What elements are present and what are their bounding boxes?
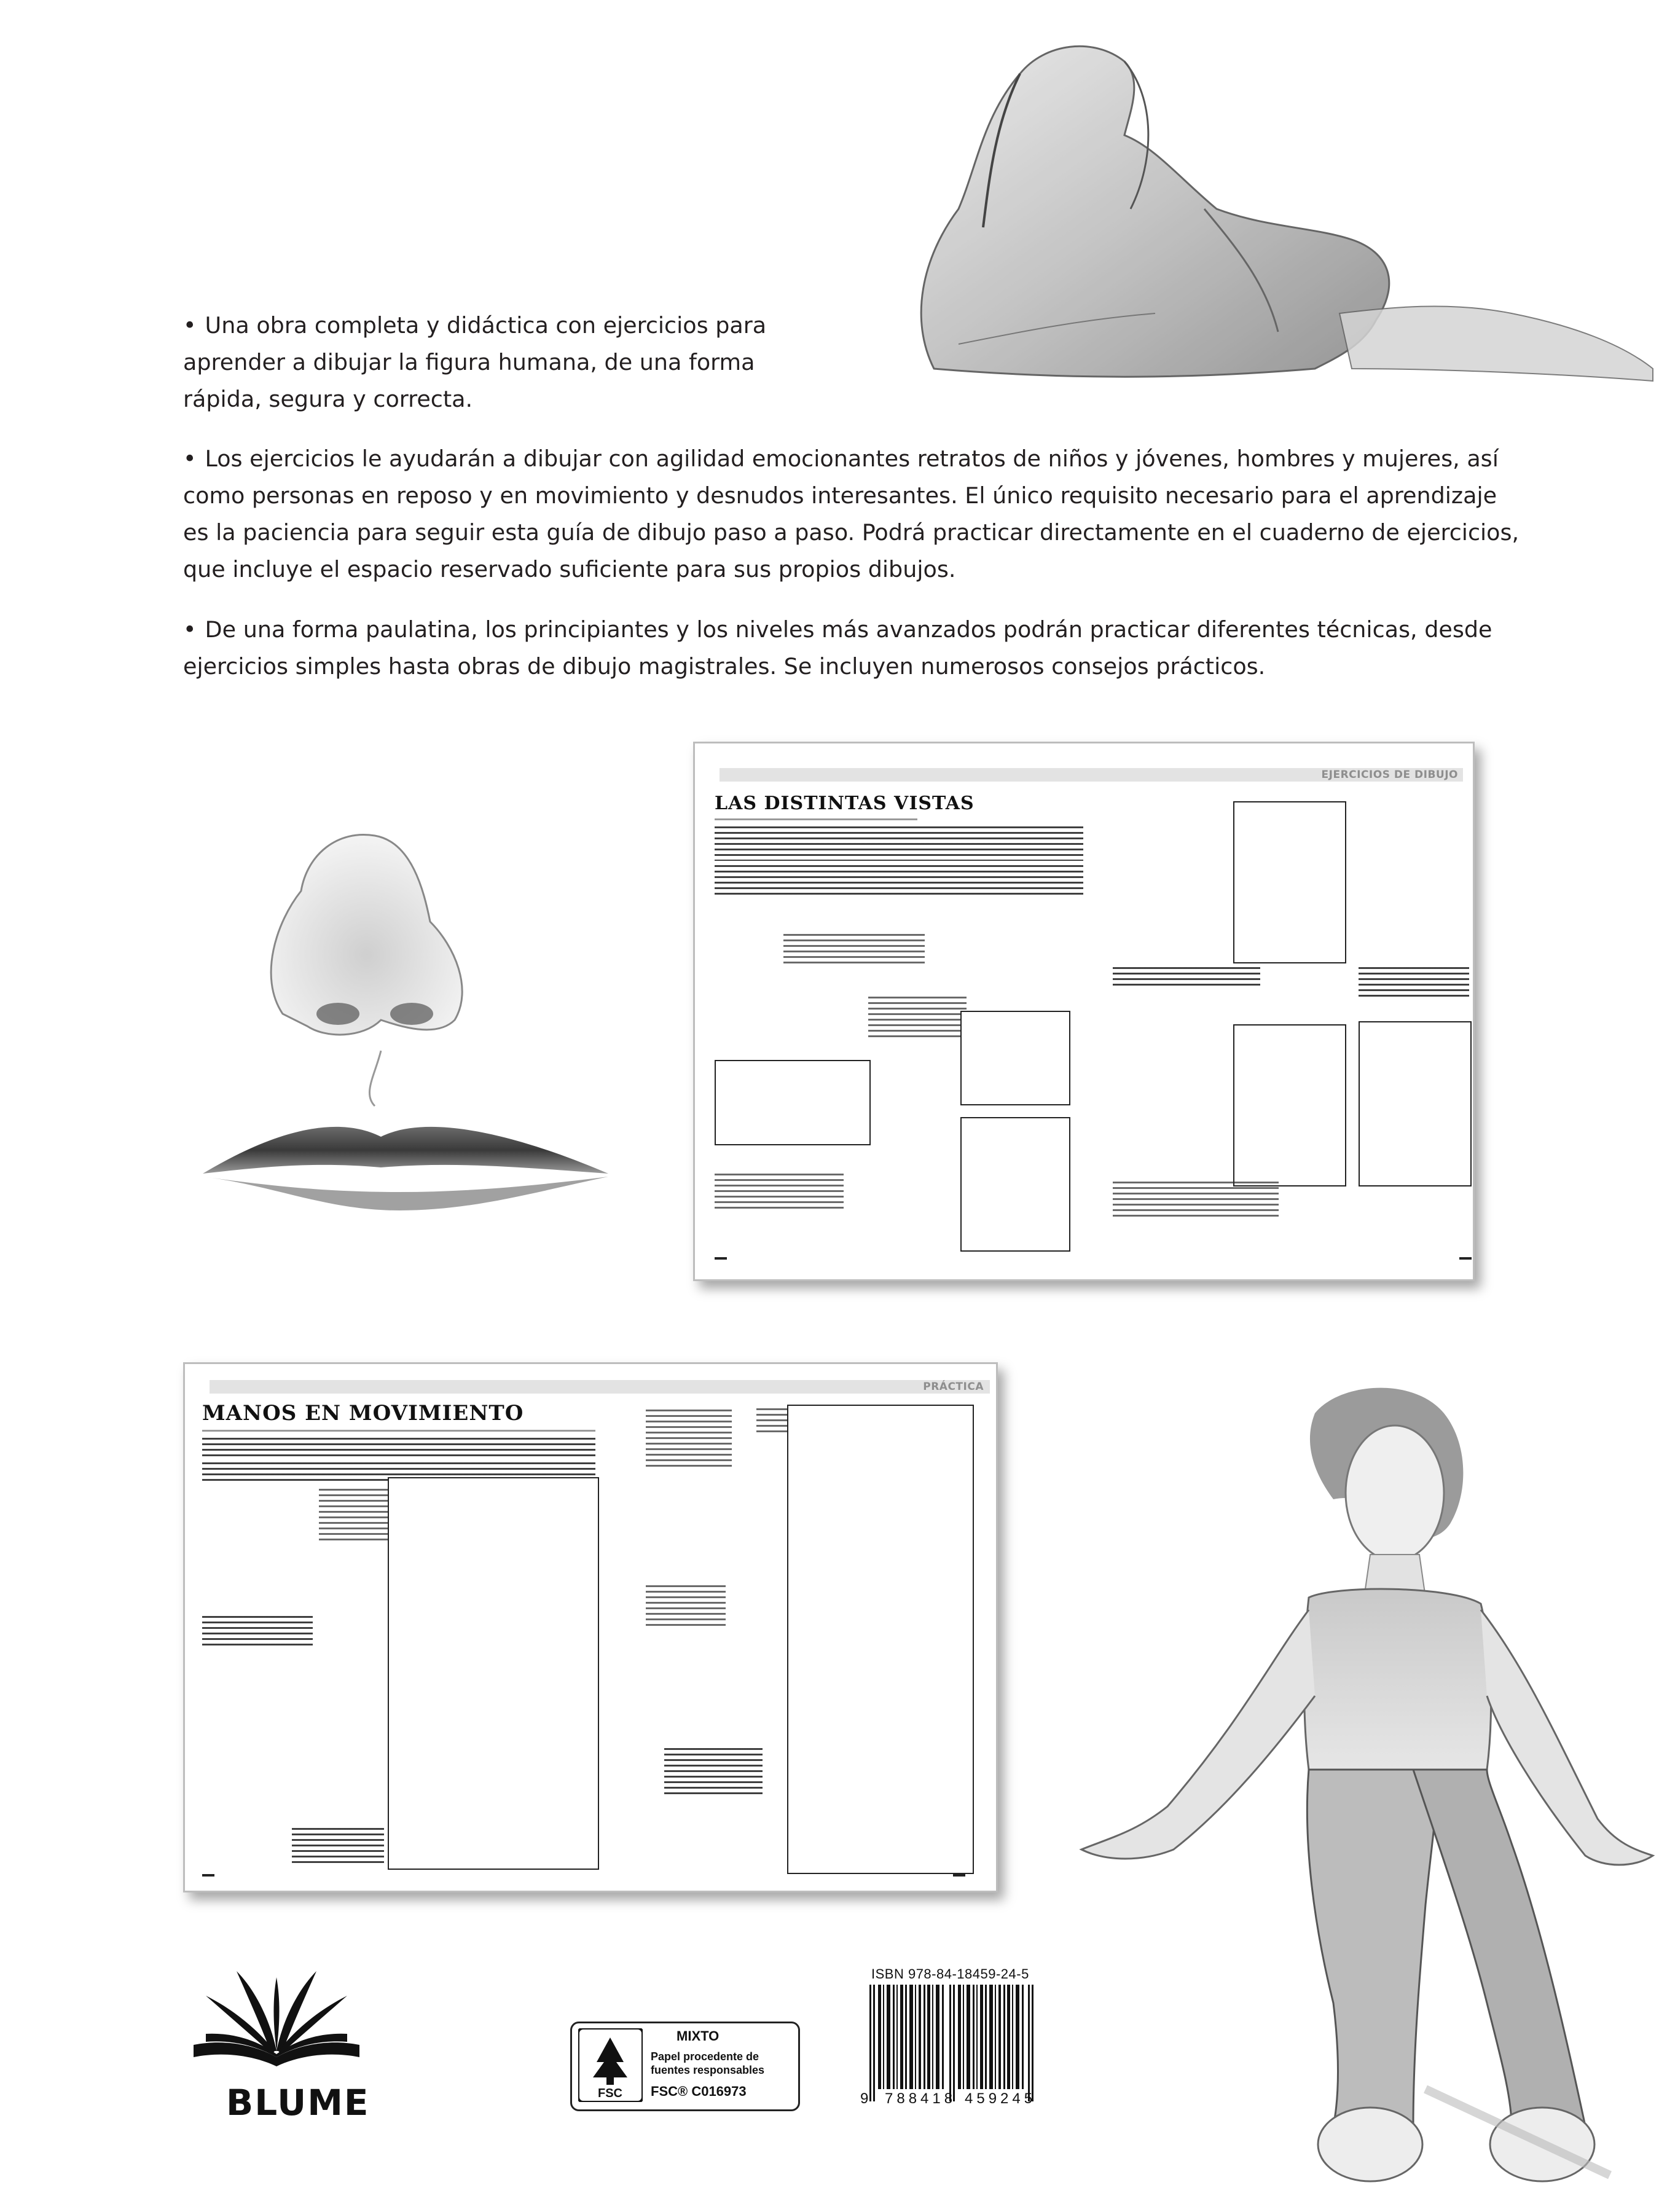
- barcode-digits-right: 459245: [965, 2090, 1037, 2107]
- caption-text: [646, 1585, 726, 1628]
- intro-p3-line: ejercicios simples hasta obras de dibujo magistrales. Se incluyen numerosos consejos prácticos.: [183, 653, 1266, 680]
- drawing-frame: [787, 1405, 974, 1874]
- page-folio-left: [202, 1874, 214, 1877]
- barcode-icon: [863, 1985, 1041, 2108]
- intro-p3-line: • De una forma paulatina, los principiantes y los niveles más avanzados podrán practicar diferentes técnicas, desde: [183, 616, 1492, 643]
- intro-paragraph-2: [183, 441, 1519, 588]
- caption-text: [868, 997, 967, 1040]
- intro-p1-line: rápida, segura y correcta.: [183, 386, 473, 412]
- caption-text: [715, 1174, 844, 1210]
- intro-paragraph-3: [183, 611, 1492, 685]
- body-text-block: [715, 865, 1083, 898]
- header-label: EJERCICIOS DE DIBUJO: [1321, 769, 1458, 781]
- drawing-frame: [1233, 1024, 1346, 1186]
- drawing-frame: [388, 1477, 599, 1870]
- bullet: •: [183, 312, 197, 339]
- nose-lips-sketch: [178, 817, 670, 1235]
- intro-p2-line: • Los ejercicios le ayudarán a dibujar con agilidad emocionantes retratos de niños y jóvenes, hombres y mujeres, así: [183, 445, 1499, 472]
- fsc-certification-label: [570, 2022, 800, 2111]
- drawing-frame: [1233, 801, 1346, 963]
- barcode-digits-left: 788418: [885, 2090, 957, 2107]
- fsc-mixto-label: MIXTO: [677, 2028, 720, 2044]
- publisher-name: BLUME: [226, 2082, 370, 2124]
- drawing-frame: [1359, 1021, 1472, 1186]
- fsc-logo-text: FSC: [598, 2087, 622, 2100]
- caption-text: [783, 934, 925, 967]
- page-folio-right: [953, 1874, 965, 1877]
- title-rule: [715, 818, 917, 820]
- isbn-text: ISBN 978-84-18459-24-5: [871, 1966, 1029, 1982]
- spread-preview-manos-en-movimiento: [183, 1362, 998, 1892]
- spread-title: LAS DISTINTAS VISTAS: [715, 793, 975, 814]
- bullet: •: [183, 445, 197, 472]
- drawing-frame: [960, 1117, 1070, 1252]
- header-label: PRÁCTICA: [923, 1381, 984, 1393]
- fsc-code: FSC® C016973: [651, 2084, 747, 2099]
- caption-text: [1113, 1182, 1279, 1218]
- caption-text: [202, 1616, 313, 1647]
- fsc-tree-icon: [578, 2028, 643, 2102]
- caption-text: [292, 1828, 384, 1865]
- caption-text: [664, 1748, 763, 1797]
- caption-text: [1359, 967, 1469, 1000]
- intro-p2-line: que incluye el espacio reservado suficiente para sus propios dibujos.: [183, 556, 956, 582]
- header-bar: [210, 1380, 990, 1394]
- intro-p1-line: • Una obra completa y didáctica con ejercicios para: [183, 312, 767, 339]
- barcode-digit-first: 9: [860, 2090, 869, 2107]
- page-folio-right: [1459, 1257, 1472, 1260]
- reclining-figure-sketch: [836, 25, 1659, 393]
- drawing-frame: [960, 1011, 1070, 1105]
- caption-text: [1113, 967, 1260, 989]
- intro-p2-line: como personas en reposo y en movimiento y desnudos interesantes. El único requisito necesario para el aprendizaje: [183, 482, 1497, 509]
- spread-preview-las-distintas-vistas: [693, 742, 1475, 1281]
- intro-p1-line: aprender a dibujar la figura humana, de una forma: [183, 349, 755, 375]
- spread-title: MANOS EN MOVIMIENTO: [202, 1401, 524, 1426]
- bullet: •: [183, 616, 197, 643]
- fsc-line-2: fuentes responsables: [651, 2064, 765, 2076]
- page-folio-left: [715, 1257, 727, 1260]
- body-text-block: [202, 1438, 595, 1460]
- fsc-line-1: Papel procedente de: [651, 2050, 759, 2063]
- title-rule: [202, 1430, 595, 1432]
- intro-p2-line: es la paciencia para seguir esta guía de dibujo paso a paso. Podrá practicar directamente en el cuaderno de ejercicios,: [183, 519, 1520, 546]
- caption-text: [646, 1410, 732, 1470]
- body-text-block: [715, 826, 1083, 861]
- seated-girl-sketch: [1045, 1376, 1659, 2212]
- blume-book-logo-icon: [187, 1965, 366, 2076]
- intro-paragraph-1: [183, 307, 766, 418]
- drawing-frame: [715, 1060, 871, 1145]
